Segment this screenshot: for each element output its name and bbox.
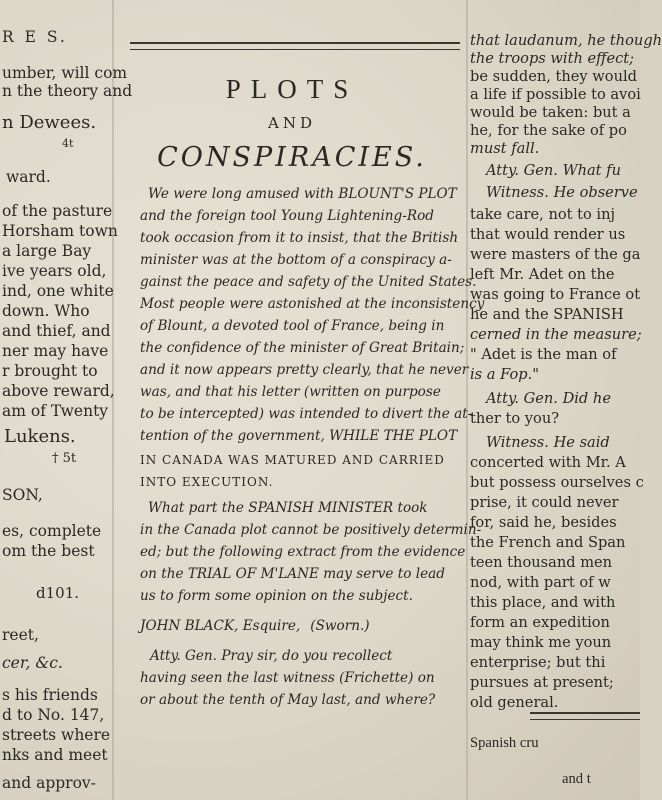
article-line: What part the SPANISH MINISTER took xyxy=(148,500,428,516)
right-line: but possess ourselves c xyxy=(470,474,644,491)
left-line: and approv- xyxy=(2,774,96,792)
right-line: for, said he, besides xyxy=(470,514,617,531)
right-line: Atty. Gen. Did he xyxy=(486,390,611,407)
right-line: this place, and with xyxy=(470,594,616,611)
article-line: the confidence of the minister of Great Britain; xyxy=(140,340,465,356)
testimony-line: having seen the last witness (Frichette) on xyxy=(140,670,435,686)
article-line: INTO EXECUTION. xyxy=(140,475,274,489)
article-line: IN CANADA WAS MATURED AND CARRIED xyxy=(140,453,445,467)
left-line: umber, will com xyxy=(2,64,128,82)
right-line: that laudanum, he though xyxy=(470,32,662,49)
spanish-heading-2: and t xyxy=(562,771,591,787)
headline-plots: PLOTS xyxy=(225,74,359,104)
article-line: to be intercepted) was intended to divert the at- xyxy=(140,406,473,422)
left-line: 4t xyxy=(62,137,74,150)
right-line: " Adet is the man of xyxy=(470,346,617,363)
right-line: cerned in the measure; xyxy=(470,326,642,343)
right-line: nod, with part of w xyxy=(470,574,611,591)
right-line: he, for the sake of po xyxy=(470,122,627,139)
left-line: n Dewees. xyxy=(2,112,97,133)
article-line: ed; but the following extract from the evidence xyxy=(140,544,466,560)
article-line: in the Canada plot cannot be positively determin- xyxy=(140,522,482,538)
right-line: would be taken: but a xyxy=(470,104,631,121)
right-line: form an expedition xyxy=(470,614,610,631)
top-rule xyxy=(130,42,460,50)
testimony-line: or about the tenth of May last, and where? xyxy=(140,692,436,708)
headline-conspiracies: CONSPIRACIES. xyxy=(157,142,427,173)
right-line: left Mr. Adet on the xyxy=(470,266,615,283)
article-line: We were long amused with BLOUNT'S PLOT xyxy=(148,186,457,202)
left-line: r brought to xyxy=(2,362,98,380)
article-line: and the foreign tool Young Lightening-Rod xyxy=(140,208,434,224)
left-line: and thief, and xyxy=(2,322,111,340)
right-line: is a Fop." xyxy=(470,366,539,383)
right-line: old general. xyxy=(470,694,559,711)
right-line: a life if possible to avoi xyxy=(470,86,641,103)
right-line: may think me youn xyxy=(470,634,612,651)
left-line: SON, xyxy=(2,486,43,504)
left-line: cer, &c. xyxy=(2,654,63,672)
left-line: nks and meet xyxy=(2,746,108,764)
left-line: a large Bay xyxy=(2,242,92,260)
left-line: streets where xyxy=(2,726,111,744)
article-line: took occasion from it to insist, that the British xyxy=(140,230,459,246)
article-line: minister was at the bottom of a conspiracy a- xyxy=(140,252,452,268)
left-line: Horsham town xyxy=(2,222,118,240)
right-line: concerted with Mr. A xyxy=(470,454,626,471)
witness-name: JOHN BLACK, Esquire, xyxy=(140,618,301,634)
article-line: gainst the peace and safety of the United States. xyxy=(140,274,477,290)
right-line: that would render us xyxy=(470,226,626,243)
left-line: am of Twenty xyxy=(2,402,109,420)
left-line: ive years old, xyxy=(2,262,107,280)
right-line: teen thousand men xyxy=(470,554,613,571)
left-line: † 5t xyxy=(52,451,77,466)
left-line: s his friends xyxy=(2,686,98,704)
witness-heading xyxy=(140,620,370,634)
left-line: ner may have xyxy=(2,342,109,360)
article-line: and it now appears pretty clearly, that he never xyxy=(140,362,469,378)
left-line: d to No. 147, xyxy=(2,706,105,724)
right-column xyxy=(470,28,662,800)
article-line: on the TRIAL OF M'LANE may serve to lead xyxy=(140,566,445,582)
left-line: ward. xyxy=(6,168,51,186)
right-line: prise, it could never xyxy=(470,494,619,511)
left-line: R E S. xyxy=(2,28,68,46)
right-line: Atty. Gen. What fu xyxy=(486,162,621,179)
article-line: Most people were astonished at the inconsistency xyxy=(140,296,485,312)
article-line: us to form some opinion on the subject. xyxy=(140,588,413,604)
left-line: down. Who xyxy=(2,302,90,320)
right-line: the French and Span xyxy=(470,534,626,551)
right-line: must fall. xyxy=(470,140,540,157)
center-column xyxy=(118,38,485,800)
article-line: was, and that his letter (written on purpose xyxy=(140,384,441,400)
left-column xyxy=(0,0,133,800)
right-line: ther to you? xyxy=(470,410,560,427)
left-line: above reward, xyxy=(2,382,115,400)
right-line: was going to France ot xyxy=(470,286,641,303)
article-line: tention of the government, WHILE THE PLOT xyxy=(140,428,458,444)
spanish-heading: Spanish cru xyxy=(470,735,539,751)
right-line: Witness. He observe xyxy=(486,184,638,201)
right-line: he and the SPANISH xyxy=(470,306,624,323)
left-line: n the theory and xyxy=(2,82,133,100)
right-line: were masters of the ga xyxy=(470,246,641,263)
witness-sworn: (Sworn.) xyxy=(310,618,370,634)
left-line: om the best xyxy=(2,542,95,560)
right-line: be sudden, they would xyxy=(470,68,637,85)
left-line: reet, xyxy=(2,626,39,644)
headline-and: AND xyxy=(268,114,316,132)
right-line: Witness. He said xyxy=(486,434,610,451)
left-line: of the pasture xyxy=(2,202,113,220)
right-line: pursues at present; xyxy=(470,674,614,691)
article-line: of Blount, a devoted tool of France, being in xyxy=(140,318,445,334)
left-line: es, complete xyxy=(2,522,102,540)
left-line: ind, one white xyxy=(2,282,114,300)
right-line: take care, not to inj xyxy=(470,206,616,223)
testimony-line: Atty. Gen. Pray sir, do you recollect xyxy=(150,648,393,664)
column-rule-right xyxy=(466,0,468,800)
left-line: Lukens. xyxy=(4,426,76,447)
right-rule xyxy=(530,712,640,720)
right-line: the troops with effect; xyxy=(470,50,635,67)
left-line: d101. xyxy=(36,584,80,602)
right-line: enterprise; but thi xyxy=(470,654,606,671)
